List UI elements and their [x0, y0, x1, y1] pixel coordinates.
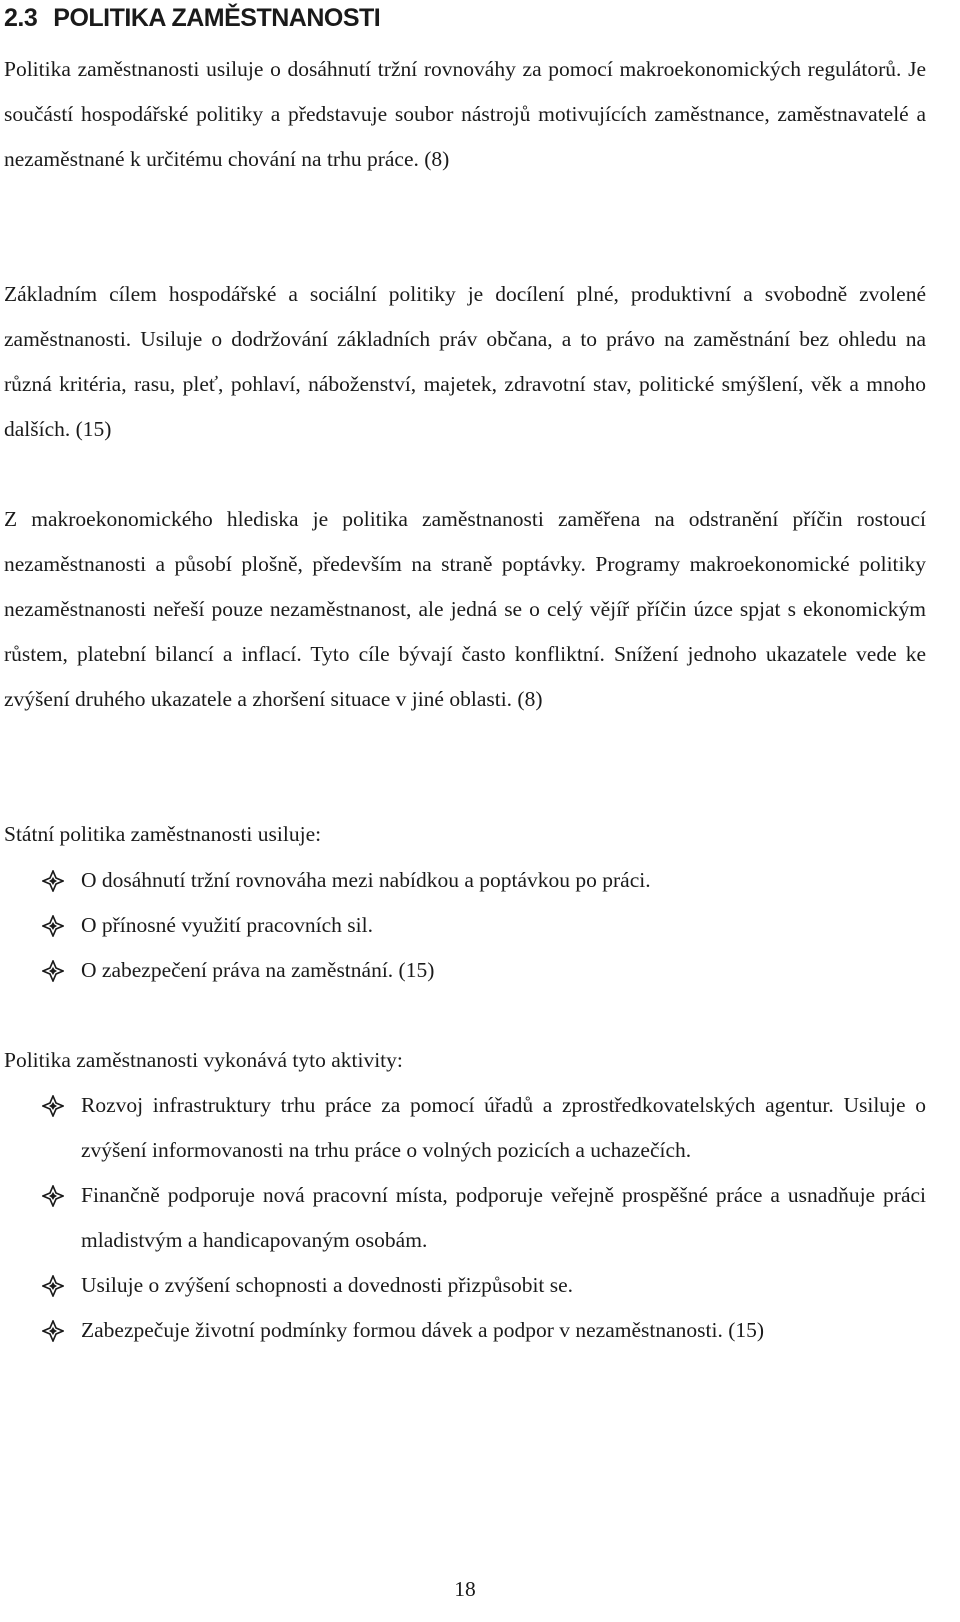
list-item-text: O zabezpečení práva na zaměstnání. (15): [81, 958, 435, 982]
list-item: [4, 1083, 926, 1173]
list-item: [4, 948, 926, 993]
list-item-text: Zabezpečuje životní podmínky formou dávek a podpor v nezaměstnanosti. (15): [81, 1318, 765, 1342]
paragraph-macro: Z makroekonomického hlediska je politika zaměstnanosti zaměřena na odstranění příčin rostoucí nezaměstnanosti a působí plošně, především na straně poptávky. Programy makroekonomické politiky nezaměstnanosti neřeší pouze nezaměstnanost, ale jedná se o celý vějíř příčin úzce spjat s ekonomickým růstem, platební bilancí a inflací. Tyto cíle bývají často konfliktní. Snížení jednoho ukazatele vede ke zvýšení druhého ukazatele a zhoršení situace v jiné oblasti. (8): [4, 507, 926, 711]
paragraph-goals: Základním cílem hospodářské a sociální politiky je docílení plné, produktivní a svobodně zvolené zaměstnanosti. Usiluje o dodržování základních práv občana, a to právo na zaměstnání bez ohledu na různá kritéria, rasu, pleť, pohlaví, náboženství, majetek, zdravotní stav, politické smýšlení, věk a mnoho dalších. (15): [4, 282, 926, 441]
diamond-bullet-icon: [42, 1173, 64, 1218]
section-heading: [4, 2, 380, 34]
page-number: 18: [454, 1577, 476, 1601]
list-goals-intro: Státní politika zaměstnanosti usiluje:: [4, 822, 322, 846]
list-goals: [4, 858, 926, 993]
section-number: 2.3: [4, 4, 38, 32]
list-item: [4, 1263, 926, 1308]
diamond-bullet-icon: [42, 948, 64, 993]
list-item: [4, 858, 926, 903]
list-item-text: Usiluje o zvýšení schopnosti a dovednosti přizpůsobit se.: [81, 1273, 574, 1297]
diamond-bullet-icon: [42, 903, 64, 948]
list-activities-intro: Politika zaměstnanosti vykonává tyto aktivity:: [4, 1048, 403, 1072]
list-item: [4, 1173, 926, 1263]
diamond-bullet-icon: [42, 1083, 64, 1128]
diamond-bullet-icon: [42, 1263, 64, 1308]
list-item: [4, 1308, 926, 1353]
list-item-text: Rozvoj infrastruktury trhu práce za pomocí úřadů a zprostředkovatelských agentur. Usiluje o zvýšení informovanosti na trhu práce o volných pozicích a uchazečích.: [81, 1093, 926, 1162]
diamond-bullet-icon: [42, 1308, 64, 1353]
diamond-bullet-icon: [42, 858, 64, 903]
list-item-text: Finančně podporuje nová pracovní místa, podporuje veřejně prospěšné práce a usnadňuje práci mladistvým a handicapovaným osobám.: [81, 1183, 926, 1252]
list-item-text: O přínosné využití pracovních sil.: [81, 913, 373, 937]
list-item: [4, 903, 926, 948]
section-title: POLITIKA ZAMĚSTNANOSTI: [53, 4, 381, 32]
paragraph-intro: Politika zaměstnanosti usiluje o dosáhnutí tržní rovnováhy za pomocí makroekonomických regulátorů. Je součástí hospodářské politiky a představuje soubor nástrojů motivujících zaměstnance, zaměstnavatelé a nezaměstnané k určitému chování na trhu práce. (8): [4, 57, 926, 171]
list-activities: [4, 1083, 926, 1353]
list-item-text: O dosáhnutí tržní rovnováha mezi nabídkou a poptávkou po práci.: [81, 868, 651, 892]
